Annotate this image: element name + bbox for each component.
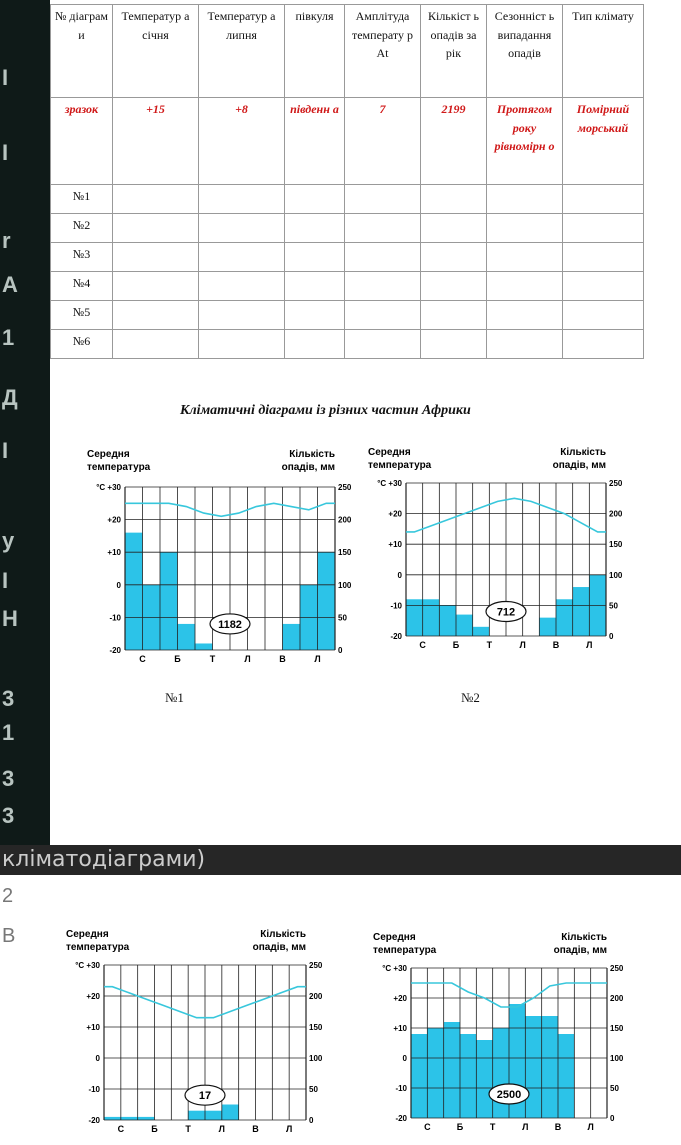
x-tick-label: Т	[489, 1122, 496, 1132]
precip-bar	[195, 643, 213, 650]
y2-tick-label: 200	[338, 515, 352, 525]
y2-tick-label: 200	[610, 994, 624, 1003]
side-fragment: 3	[2, 686, 15, 711]
y-axis-title: температура	[368, 460, 432, 471]
precip-bar	[439, 605, 456, 636]
table-row	[51, 243, 644, 272]
y-tick-label: °C +30	[75, 961, 100, 970]
y-tick-label: 0	[402, 1054, 407, 1063]
y-tick-label: 0	[116, 580, 121, 590]
empty-cell[interactable]	[563, 243, 644, 272]
y-tick-label: 0	[95, 1054, 100, 1063]
y2-tick-label: 0	[609, 632, 614, 641]
sample-cell: південн а	[285, 98, 345, 185]
precip-bar	[406, 599, 423, 636]
empty-cell[interactable]	[113, 330, 199, 359]
precip-bar	[573, 587, 590, 636]
empty-cell[interactable]	[285, 185, 345, 214]
y2-tick-label: 250	[338, 483, 352, 492]
precip-bar	[525, 1016, 541, 1118]
empty-cell[interactable]	[285, 301, 345, 330]
precip-bar	[558, 1034, 574, 1118]
empty-cell[interactable]	[487, 301, 563, 330]
sample-cell: +15	[113, 98, 199, 185]
row-number: №4	[51, 272, 113, 301]
precip-bar	[476, 1040, 492, 1118]
x-tick-label: Л	[244, 654, 251, 664]
empty-cell[interactable]	[113, 243, 199, 272]
x-tick-label: Л	[218, 1124, 225, 1134]
empty-cell[interactable]	[487, 185, 563, 214]
empty-cell[interactable]	[563, 214, 644, 243]
precip-bar	[460, 1034, 476, 1118]
x-tick-label: С	[139, 654, 146, 664]
empty-cell[interactable]	[345, 330, 421, 359]
climate-diagram-3	[66, 925, 323, 1140]
y2-tick-label: 0	[610, 1114, 615, 1123]
climate-diagram-1	[85, 445, 352, 670]
x-tick-label: Б	[456, 1122, 464, 1132]
side-fragment: I	[2, 65, 9, 90]
y2-axis-title: Кількість	[561, 932, 607, 943]
precip-bar	[121, 1117, 138, 1120]
empty-cell[interactable]	[199, 214, 285, 243]
empty-cell[interactable]	[285, 214, 345, 243]
y-axis-title: температура	[87, 462, 151, 473]
y-axis-title: температура	[373, 945, 437, 956]
precip-bar	[539, 618, 556, 636]
y-tick-label: +10	[393, 1024, 407, 1033]
y2-tick-label: 50	[309, 1085, 318, 1094]
annual-total-label: 712	[496, 606, 516, 619]
precip-bar	[104, 1117, 121, 1120]
annual-total-label: 17	[198, 1090, 212, 1103]
precip-bar	[411, 1034, 427, 1118]
empty-cell[interactable]	[487, 330, 563, 359]
empty-cell[interactable]	[487, 214, 563, 243]
x-tick-label: Л	[522, 1122, 529, 1132]
empty-cell[interactable]	[487, 243, 563, 272]
row-number: №3	[51, 243, 113, 272]
empty-cell[interactable]	[113, 185, 199, 214]
header-cell: Амплітуда температу р At	[345, 5, 421, 98]
y-axis-title: температура	[66, 942, 130, 953]
y2-tick-label: 100	[309, 1054, 323, 1063]
empty-cell[interactable]	[421, 272, 487, 301]
table-row	[51, 272, 644, 301]
x-tick-label: С	[117, 1124, 125, 1134]
precip-bar	[205, 1111, 222, 1120]
climate-table	[50, 4, 644, 359]
y-tick-label: °C +30	[96, 483, 121, 492]
y2-tick-label: 150	[609, 540, 623, 550]
precip-bar	[178, 624, 196, 650]
y2-tick-label: 150	[309, 1023, 323, 1032]
empty-cell[interactable]	[199, 243, 285, 272]
y2-tick-label: 200	[609, 509, 623, 519]
side-fragment: A	[2, 272, 18, 297]
y-axis-title: Середня	[66, 929, 109, 940]
y2-tick-label: 50	[610, 1084, 619, 1093]
empty-cell[interactable]	[199, 185, 285, 214]
sample-cell: Помірний морський	[563, 98, 644, 185]
header-cell: № діаграм и	[51, 5, 113, 98]
background-left-strip	[0, 0, 50, 845]
y-axis-title: Середня	[87, 449, 130, 460]
empty-cell[interactable]	[345, 243, 421, 272]
y2-tick-label: 250	[309, 961, 323, 970]
sample-cell: 2199	[421, 98, 487, 185]
x-tick-label: Б	[151, 1124, 158, 1134]
y2-tick-label: 0	[309, 1116, 314, 1125]
row-number: №2	[51, 214, 113, 243]
x-tick-label: В	[252, 1124, 259, 1134]
empty-cell[interactable]	[113, 214, 199, 243]
table-header-row	[51, 5, 644, 98]
y-tick-label: +10	[107, 548, 121, 558]
side-fragment: 3	[2, 766, 15, 791]
empty-cell[interactable]	[563, 185, 644, 214]
header-cell: півкуля	[285, 5, 345, 98]
overlay-text-band: кліматодіаграми)	[0, 845, 681, 875]
empty-cell[interactable]	[199, 330, 285, 359]
precip-bar	[427, 1028, 443, 1118]
y2-tick-label: 250	[609, 479, 623, 488]
precip-bar	[160, 552, 178, 650]
y-tick-label: +10	[86, 1023, 100, 1032]
side-fragment: 1	[2, 325, 15, 350]
table-row	[51, 214, 644, 243]
empty-cell[interactable]	[345, 272, 421, 301]
y-tick-label: +20	[393, 994, 407, 1003]
precip-bar	[556, 599, 573, 636]
x-tick-label: В	[279, 654, 286, 664]
precip-bar	[444, 1022, 460, 1118]
empty-cell[interactable]	[421, 330, 487, 359]
header-cell: Тип клімату	[563, 5, 644, 98]
header-cell: Температур а січня	[113, 5, 199, 98]
y2-axis-title: опадів, мм	[252, 942, 306, 953]
empty-cell[interactable]	[113, 272, 199, 301]
empty-cell[interactable]	[563, 301, 644, 330]
x-tick-label: В	[554, 1122, 562, 1132]
y-axis-title: Середня	[373, 932, 416, 943]
x-tick-label: Л	[587, 1122, 594, 1132]
lower-left-fragments	[0, 875, 20, 1145]
precip-bar	[542, 1016, 558, 1118]
y2-axis-title: Кількість	[560, 447, 606, 458]
y-tick-label: -20	[88, 1116, 100, 1125]
annual-total-label: 2500	[496, 1089, 522, 1101]
side-fragment: I	[2, 568, 9, 593]
empty-cell[interactable]	[345, 301, 421, 330]
y-tick-label: -20	[395, 1114, 407, 1123]
y2-tick-label: 50	[338, 613, 347, 623]
y2-axis-title: опадів, мм	[281, 462, 335, 473]
precip-bar	[222, 1105, 239, 1121]
annual-total-label: 1182	[218, 618, 242, 631]
empty-cell[interactable]	[563, 330, 644, 359]
side-fragment: 2	[2, 885, 14, 907]
x-tick-label: Б	[452, 640, 460, 650]
y2-tick-label: 150	[338, 548, 352, 558]
side-fragment: I	[2, 140, 9, 165]
table-row	[51, 185, 644, 214]
y2-tick-label: 250	[610, 964, 624, 973]
y2-tick-label: 100	[338, 580, 352, 590]
y-tick-label: -20	[390, 632, 402, 641]
y-tick-label: +20	[86, 992, 100, 1001]
empty-cell[interactable]	[563, 272, 644, 301]
side-fragment: 3	[2, 803, 15, 828]
x-tick-label: В	[552, 640, 560, 650]
y-tick-label: +20	[107, 515, 121, 525]
sample-cell: Протягом року рівномірн о	[487, 98, 563, 185]
y2-tick-label: 100	[609, 570, 623, 580]
side-fragment: Д	[2, 385, 18, 410]
y2-tick-label: 0	[338, 646, 343, 655]
y-tick-label: -10	[395, 1084, 407, 1093]
y2-axis-title: опадів, мм	[553, 945, 607, 956]
empty-cell[interactable]	[113, 301, 199, 330]
y-tick-label: -10	[88, 1085, 100, 1094]
y-tick-label: 0	[397, 570, 402, 580]
empty-cell[interactable]	[421, 185, 487, 214]
side-fragment: 1	[2, 720, 15, 745]
y-tick-label: -10	[390, 601, 402, 611]
y2-axis-title: Кількість	[260, 929, 306, 940]
y2-axis-title: опадів, мм	[552, 460, 606, 471]
sample-row	[51, 98, 644, 185]
empty-cell[interactable]	[345, 185, 421, 214]
y-axis-title: Середня	[368, 447, 411, 458]
side-fragment: r	[2, 228, 11, 253]
empty-cell[interactable]	[487, 272, 563, 301]
y2-tick-label: 50	[609, 601, 618, 611]
header-cell: Сезонніст ь випадання опадів	[487, 5, 563, 98]
table-row	[51, 330, 644, 359]
y2-tick-label: 100	[610, 1054, 624, 1063]
empty-cell[interactable]	[199, 301, 285, 330]
empty-cell[interactable]	[421, 243, 487, 272]
x-tick-label: С	[419, 640, 426, 650]
empty-cell[interactable]	[285, 330, 345, 359]
precip-bar	[473, 627, 490, 636]
diagram-label-1: №1	[165, 690, 184, 705]
precip-bar	[456, 615, 473, 636]
empty-cell[interactable]	[285, 272, 345, 301]
y-tick-label: -10	[109, 613, 121, 623]
empty-cell[interactable]	[421, 214, 487, 243]
side-fragment: H	[2, 606, 18, 631]
x-tick-label: Л	[586, 640, 593, 650]
x-tick-label: Л	[519, 640, 526, 650]
climate-diagram-4	[373, 928, 624, 1140]
x-tick-label: Т	[209, 654, 216, 664]
empty-cell[interactable]	[421, 301, 487, 330]
empty-cell[interactable]	[199, 272, 285, 301]
x-tick-label: Б	[174, 654, 181, 664]
climate-diagram-2	[368, 443, 623, 653]
sample-cell: 7	[345, 98, 421, 185]
y-tick-label: +10	[388, 540, 402, 550]
empty-cell[interactable]	[345, 214, 421, 243]
y2-tick-label: 150	[610, 1024, 624, 1033]
y2-axis-title: Кількість	[289, 449, 335, 460]
side-fragment: B	[2, 925, 16, 947]
x-tick-label: Т	[486, 640, 493, 650]
precip-bar	[318, 552, 336, 650]
sample-cell: зразок	[51, 98, 113, 185]
y-tick-label: -20	[109, 646, 121, 655]
row-number: №5	[51, 301, 113, 330]
sample-cell: +8	[199, 98, 285, 185]
precip-bar	[125, 533, 143, 650]
x-tick-label: Т	[185, 1124, 191, 1134]
y-tick-label: °C +30	[377, 479, 402, 488]
side-fragment: I	[2, 438, 9, 463]
precip-bar	[423, 599, 440, 636]
precip-bar	[283, 624, 301, 650]
y-tick-label: °C +30	[382, 964, 407, 973]
y2-tick-label: 200	[309, 992, 323, 1001]
table-row	[51, 301, 644, 330]
precip-bar	[138, 1117, 155, 1120]
x-tick-label: Л	[286, 1124, 293, 1134]
row-number: №1	[51, 185, 113, 214]
precip-bar	[188, 1111, 205, 1120]
header-cell: Температур а липня	[199, 5, 285, 98]
empty-cell[interactable]	[285, 243, 345, 272]
y-tick-label: +20	[388, 509, 402, 519]
header-cell: Кількіст ь опадів за рік	[421, 5, 487, 98]
side-fragment: y	[2, 528, 15, 553]
diagram-label-2: №2	[461, 690, 480, 705]
diagrams-caption: Кліматичні діаграми із різних частин Африки	[180, 403, 471, 418]
x-tick-label: Л	[314, 654, 321, 664]
row-number: №6	[51, 330, 113, 359]
x-tick-label: С	[424, 1122, 431, 1132]
